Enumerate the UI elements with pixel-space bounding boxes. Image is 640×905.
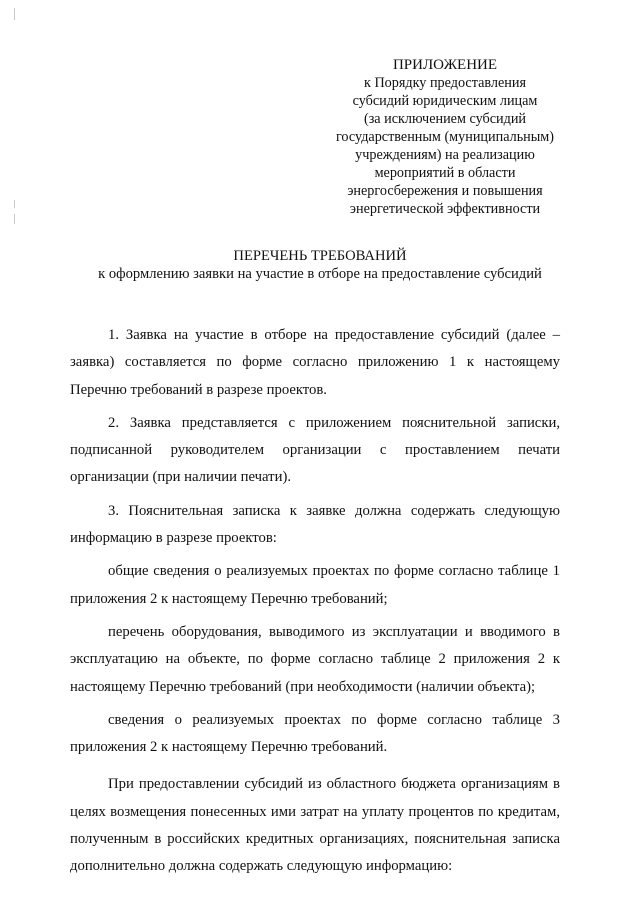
annex-line: мероприятий в области (374, 165, 516, 181)
paragraph-item-1: 1. Заявка на участие в отборе на предоставление субсидий (далее – заявка) составляется по форме согласно приложению 1 к настоящему Перечню требований в разрезе проектов. (70, 327, 560, 398)
paragraph-equipment-list: перечень оборудования, выводимого из эксплуатации и вводимого в эксплуатацию на объекте, по форме согласно таблице 2 приложения 2 к настоящему Перечню требований (при необходимости (наличии объекта); (70, 623, 560, 695)
paragraph-project-info: сведения о реализуемых проектах по форме согласно таблице 3 приложения 2 к настоящему Перечню требований. (70, 711, 560, 756)
annex-line: субсидий юридическим лицам (352, 93, 538, 109)
paragraph-item-3: 3. Пояснительная записка к заявке должна содержать следующую информацию в разрезе проектов: (70, 502, 560, 547)
paragraph-general-info: общие сведения о реализуемых проектах по форме согласно таблице 1 приложения 2 к настоящему Перечню требований; (70, 563, 560, 607)
annex-header (300, 56, 590, 218)
document-body (70, 322, 560, 881)
scan-margin-mark (14, 8, 15, 20)
paragraph-item-2: 2. Заявка представляется с приложением пояснительной записки, подписанной руководителем организации с проставлением печати организации (при наличии печати). (70, 414, 560, 486)
annex-line: государственным (муниципальным) (335, 129, 555, 145)
annex-line: учреждениям) на реализацию (355, 147, 535, 163)
annex-line: (за исключением субсидий (363, 111, 527, 127)
annex-heading: ПРИЛОЖЕНИЕ (392, 57, 498, 73)
title-subtitle: к оформлению заявки на участие в отборе на предоставление субсидий (98, 266, 542, 282)
document-title (40, 247, 600, 283)
scan-margin-mark (14, 200, 15, 208)
title-main: ПЕРЕЧЕНЬ ТРЕБОВАНИЙ (233, 248, 407, 264)
annex-line: к Порядку предоставления (364, 75, 526, 91)
paragraph-credit-subsidy: При предоставлении субсидий из областного бюджета организациям в целях возмещения понесенных ими затрат на уплату процентов по кредитам, полученным в российских кредитных организациях, пояснительная записка дополнительно должна содержать следующую информацию: (70, 776, 560, 875)
annex-line: энергосбережения и повышения (347, 183, 543, 199)
annex-line: энергетической эффективности (349, 201, 541, 217)
scan-margin-mark (14, 214, 15, 224)
